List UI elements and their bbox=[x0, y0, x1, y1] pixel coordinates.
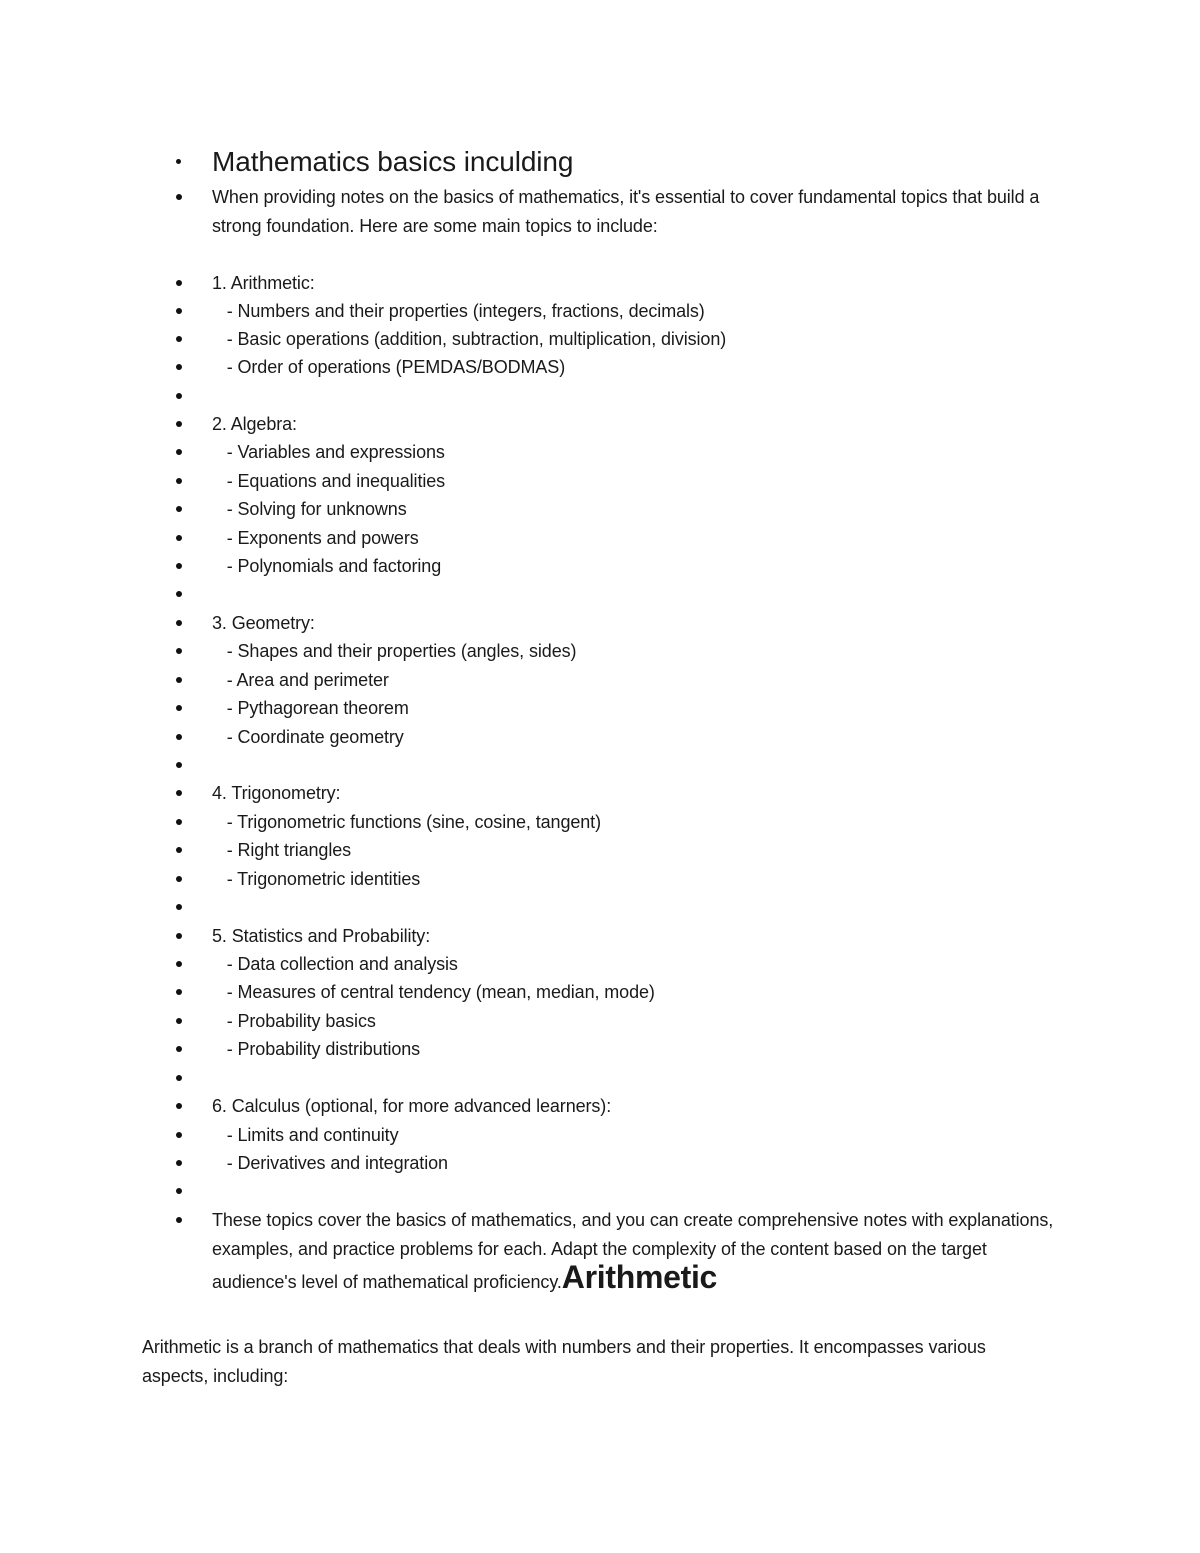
section-heading-arithmetic: Arithmetic bbox=[561, 1259, 718, 1295]
list-item-geometry: 3. Geometry: bbox=[212, 609, 1072, 638]
list-item-arithmetic: 1. Arithmetic: bbox=[212, 269, 1072, 298]
list-item: - Right triangles bbox=[212, 836, 1072, 865]
list-item: - Exponents and powers bbox=[212, 524, 1072, 553]
list-item: - Limits and continuity bbox=[212, 1121, 1072, 1150]
list-item: - Polynomials and factoring bbox=[212, 552, 1072, 581]
list-item: - Trigonometric functions (sine, cosine, tangent) bbox=[212, 808, 1072, 837]
list-item: - Area and perimeter bbox=[212, 666, 1072, 695]
list-item: - Probability distributions bbox=[212, 1035, 1072, 1064]
list-item: - Variables and expressions bbox=[212, 438, 1072, 467]
list-item: - Trigonometric identities bbox=[212, 865, 1072, 894]
list-item-calculus: 6. Calculus (optional, for more advanced learners): bbox=[212, 1092, 1072, 1121]
list-item: - Solving for unknowns bbox=[212, 495, 1072, 524]
list-item-statistics: 5. Statistics and Probability: bbox=[212, 922, 1072, 951]
list-item: - Data collection and analysis bbox=[212, 950, 1072, 979]
list-item: - Order of operations (PEMDAS/BODMAS) bbox=[212, 353, 1072, 382]
list-item: - Numbers and their properties (integers, fractions, decimals) bbox=[212, 297, 1072, 326]
list-item-intro: When providing notes on the basics of mathematics, it's essential to cover fundamental topics that build a strong foundation. Here are some main topics to include: bbox=[212, 183, 1072, 240]
arithmetic-paragraph: Arithmetic is a branch of mathematics that deals with numbers and their properties. It encompasses various aspects, including: bbox=[142, 1337, 986, 1386]
list-item: - Coordinate geometry bbox=[212, 723, 1072, 752]
list-item-conclusion bbox=[212, 1206, 1072, 1297]
list-item: - Basic operations (addition, subtraction, multiplication, division) bbox=[212, 325, 1072, 354]
list-item-title: Mathematics basics inculding bbox=[212, 145, 1072, 179]
list-item-algebra: 2. Algebra: bbox=[212, 410, 1072, 439]
list-item-trigonometry: 4. Trigonometry: bbox=[212, 779, 1072, 808]
list-item: - Equations and inequalities bbox=[212, 467, 1072, 496]
list-item: - Derivatives and integration bbox=[212, 1149, 1072, 1178]
list-item: - Shapes and their properties (angles, sides) bbox=[212, 637, 1072, 666]
conclusion-text: These topics cover the basics of mathematics, and you can create comprehensive notes with explanations, examples, and practice problems for each. Adapt the complexity of the content based on the target audience's level of mathematical proficiency. bbox=[212, 1210, 1059, 1292]
list-item: - Pythagorean theorem bbox=[212, 694, 1072, 723]
list-item: - Probability basics bbox=[212, 1007, 1072, 1036]
list-item: - Measures of central tendency (mean, median, mode) bbox=[212, 978, 1072, 1007]
